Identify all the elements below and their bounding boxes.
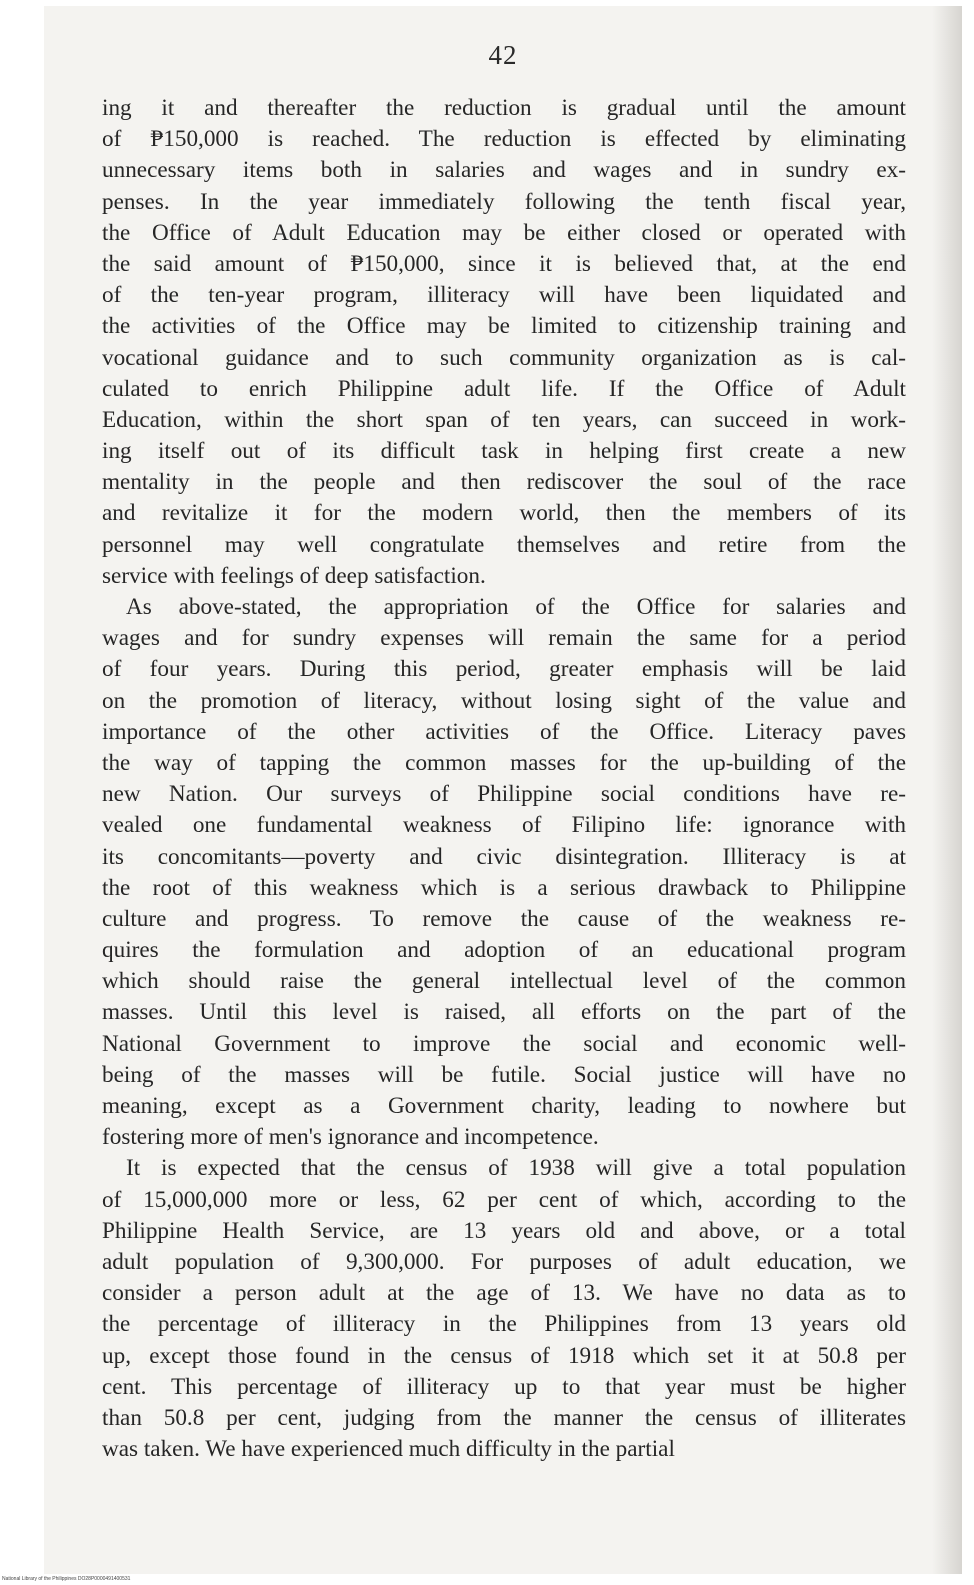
text-line: than 50.8 per cent, judging from the manner the census of illiterates	[102, 1404, 906, 1431]
text-line: the Office of Adult Education may be either closed or operated with	[102, 219, 906, 246]
text-line: was taken. We have experienced much difficulty in the partial	[102, 1436, 675, 1463]
text-line: the said amount of ₱150,000, since it is believed that, at the end	[102, 250, 906, 277]
text-line: the percentage of illiteracy in the Philippines from 13 years old	[102, 1311, 906, 1338]
footer-credit: National Library of the Philippines DO28P0000491400531	[2, 1576, 131, 1582]
text-line: on the promotion of literacy, without losing sight of the value and	[102, 687, 906, 714]
text-line: the activities of the Office may be limited to citizenship training and	[102, 313, 906, 340]
text-line: ing it and thereafter the reduction is gradual until the amount	[102, 95, 906, 121]
text-line: adult population of 9,300,000. For purposes of adult education, we	[102, 1248, 906, 1275]
text-line: National Government to improve the social and economic well-	[102, 1030, 906, 1057]
text-line: new Nation. Our surveys of Philippine social conditions have re-	[102, 781, 906, 808]
page-number: 42	[488, 40, 518, 70]
text-line: and revitalize it for the modern world, then the members of its	[102, 500, 906, 527]
paragraph	[102, 93, 906, 592]
text-line: the root of this weakness which is a serious drawback to Philippine	[102, 874, 906, 901]
text-line: Education, within the short span of ten years, can succeed in work-	[102, 406, 906, 433]
text-line: vealed one fundamental weakness of Filipino life: ignorance with	[102, 812, 906, 839]
text-line: service with feelings of deep satisfaction.	[102, 562, 486, 589]
text-line: cent. This percentage of illiteracy up to that year must be higher	[102, 1373, 906, 1400]
text-line: mentality in the people and then rediscover the soul of the race	[102, 469, 906, 496]
text-line: of ₱150,000 is reached. The reduction is effected by eliminating	[102, 126, 906, 153]
page-edge-shadow	[932, 6, 962, 1574]
text-line: penses. In the year immediately following the tenth fiscal year,	[102, 188, 906, 215]
text-line: its concomitants—poverty and civic disintegration. Illiteracy is at	[102, 843, 906, 870]
text-line: quires the formulation and adoption of an educational program	[102, 937, 906, 964]
text-line: importance of the other activities of the Office. Literacy paves	[102, 718, 906, 745]
body-text	[102, 93, 906, 1465]
text-line: unnecessary items both in salaries and wages and in sundry ex-	[102, 157, 906, 184]
scan-margin	[0, 0, 44, 1585]
book-page	[44, 6, 962, 1574]
text-line: masses. Until this level is raised, all efforts on the part of the	[102, 999, 906, 1026]
text-line: ing itself out of its difficult task in helping first create a new	[102, 438, 906, 465]
text-line: As above-stated, the appropriation of the Office for salaries and	[126, 594, 906, 620]
text-line: fostering more of men's ignorance and incompetence.	[102, 1124, 599, 1151]
text-line: up, except those found in the census of 1918 which set it at 50.8 per	[102, 1342, 906, 1369]
text-line: which should raise the general intellectual level of the common	[102, 968, 906, 995]
text-line: the way of tapping the common masses for the up-building of the	[102, 749, 906, 776]
text-line: vocational guidance and to such community organization as is cal-	[102, 344, 906, 371]
text-line: consider a person adult at the age of 13. We have no data as to	[102, 1280, 906, 1307]
text-line: wages and for sundry expenses will remain the same for a period	[102, 625, 906, 652]
text-line: being of the masses will be futile. Social justice will have no	[102, 1061, 906, 1088]
text-line: of 15,000,000 more or less, 62 per cent of which, according to the	[102, 1186, 906, 1213]
text-line: culated to enrich Philippine adult life. If the Office of Adult	[102, 375, 906, 402]
text-line: personnel may well congratulate themselves and retire from the	[102, 531, 906, 558]
text-line: meaning, except as a Government charity, leading to nowhere but	[102, 1093, 906, 1119]
paragraph	[102, 1153, 906, 1465]
text-line: Philippine Health Service, are 13 years old and above, or a total	[102, 1217, 906, 1244]
text-line: of four years. During this period, greater emphasis will be laid	[102, 656, 906, 683]
text-line: culture and progress. To remove the cause of the weakness re-	[102, 905, 906, 932]
text-line: It is expected that the census of 1938 will give a total population	[126, 1155, 906, 1182]
paragraph	[102, 592, 906, 1153]
text-line: of the ten-year program, illiteracy will have been liquidated and	[102, 282, 906, 309]
